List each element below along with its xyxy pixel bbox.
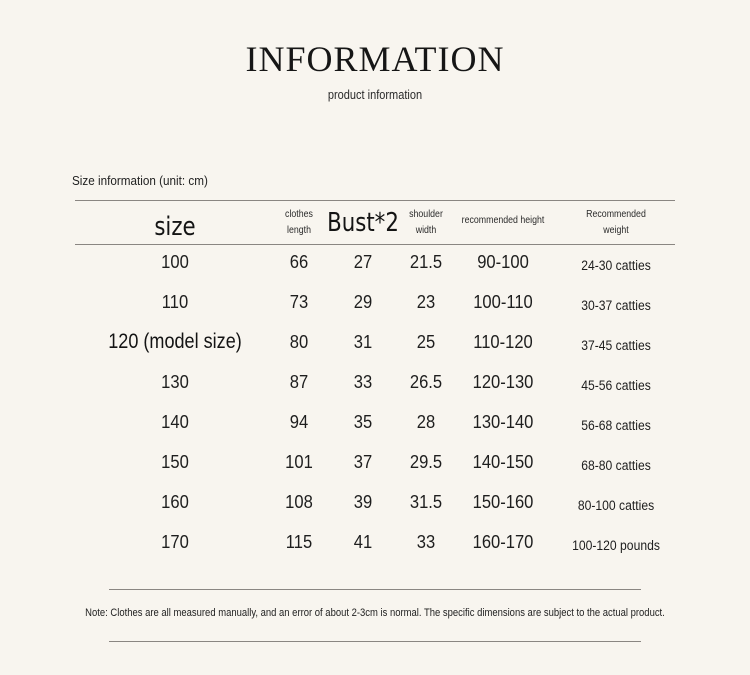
cell-shoulder: 33 bbox=[416, 532, 436, 552]
page-title: INFORMATION bbox=[245, 39, 505, 79]
column-header-shoulder-line: shoulder bbox=[409, 209, 443, 220]
cell-bust: 35 bbox=[353, 412, 373, 432]
cell-height: 140-150 bbox=[472, 452, 534, 472]
cell-height: 130-140 bbox=[472, 412, 534, 432]
column-header-weight-line: weight bbox=[603, 225, 629, 236]
cell-size: 130 bbox=[161, 372, 189, 392]
note-bottom-divider bbox=[109, 641, 641, 642]
cell-shoulder: 28 bbox=[416, 412, 436, 432]
column-header-length-line: clothes bbox=[285, 209, 313, 220]
note-top-divider bbox=[109, 589, 641, 590]
cell-weight: 30-37 catties bbox=[581, 298, 651, 313]
cell-size: 150 bbox=[161, 452, 189, 472]
cell-shoulder: 25 bbox=[416, 332, 436, 352]
size-information-label: Size information (unit: cm) bbox=[72, 173, 208, 188]
cell-shoulder: 26.5 bbox=[409, 372, 443, 392]
cell-bust: 37 bbox=[353, 452, 373, 472]
column-header-size: size bbox=[154, 212, 196, 242]
column-header-length bbox=[285, 207, 313, 239]
cell-bust: 33 bbox=[353, 372, 373, 392]
cell-weight: 37-45 catties bbox=[581, 338, 651, 353]
cell-height: 110-120 bbox=[473, 332, 533, 352]
cell-length: 115 bbox=[285, 532, 313, 552]
cell-length: 66 bbox=[289, 252, 309, 272]
cell-size: 140 bbox=[161, 412, 189, 432]
column-header-shoulder bbox=[409, 207, 443, 239]
cell-bust: 27 bbox=[353, 252, 373, 272]
cell-weight: 56-68 catties bbox=[581, 418, 651, 433]
cell-size: 170 bbox=[161, 532, 189, 552]
cell-length: 87 bbox=[289, 372, 309, 392]
cell-weight: 45-56 catties bbox=[581, 378, 651, 393]
cell-height: 90-100 bbox=[477, 252, 529, 272]
cell-length: 101 bbox=[285, 452, 313, 472]
cell-bust: 29 bbox=[353, 292, 373, 312]
cell-weight: 80-100 catties bbox=[577, 498, 655, 513]
cell-bust: 41 bbox=[353, 532, 373, 552]
column-header-weight-line: Recommended bbox=[586, 209, 646, 220]
cell-length: 108 bbox=[285, 492, 313, 512]
column-header-weight bbox=[586, 207, 646, 239]
measurement-note: Note: Clothes are all measured manually, and an error of about 2-3cm is normal. The specific dimensions are subject to the actual product. bbox=[85, 607, 665, 619]
table-top-divider bbox=[75, 200, 675, 201]
page-subtitle: product information bbox=[327, 88, 423, 102]
cell-weight: 100-120 pounds bbox=[572, 538, 660, 553]
cell-bust: 39 bbox=[353, 492, 373, 512]
cell-shoulder: 31.5 bbox=[409, 492, 443, 512]
cell-shoulder: 29.5 bbox=[409, 452, 443, 472]
column-header-shoulder-line: width bbox=[415, 225, 437, 236]
column-header-height bbox=[462, 213, 545, 229]
cell-height: 160-170 bbox=[472, 532, 534, 552]
cell-height: 150-160 bbox=[472, 492, 534, 512]
cell-size: 120 (model size) bbox=[108, 330, 242, 353]
cell-weight: 24-30 catties bbox=[581, 258, 651, 273]
column-header-length-line: length bbox=[287, 225, 311, 236]
cell-size: 110 bbox=[161, 292, 189, 312]
cell-weight: 68-80 catties bbox=[581, 458, 651, 473]
column-header-height-line: recommended height bbox=[461, 215, 545, 226]
cell-length: 80 bbox=[289, 332, 309, 352]
cell-size: 100 bbox=[161, 252, 189, 272]
cell-shoulder: 23 bbox=[416, 292, 436, 312]
cell-bust: 31 bbox=[353, 332, 373, 352]
cell-height: 120-130 bbox=[472, 372, 534, 392]
table-header-divider bbox=[75, 244, 675, 245]
cell-size: 160 bbox=[161, 492, 189, 512]
cell-shoulder: 21.5 bbox=[409, 252, 443, 272]
cell-height: 100-110 bbox=[473, 292, 533, 312]
cell-length: 94 bbox=[289, 412, 309, 432]
column-header-bust: Bust*2 bbox=[327, 208, 399, 238]
cell-length: 73 bbox=[289, 292, 309, 312]
